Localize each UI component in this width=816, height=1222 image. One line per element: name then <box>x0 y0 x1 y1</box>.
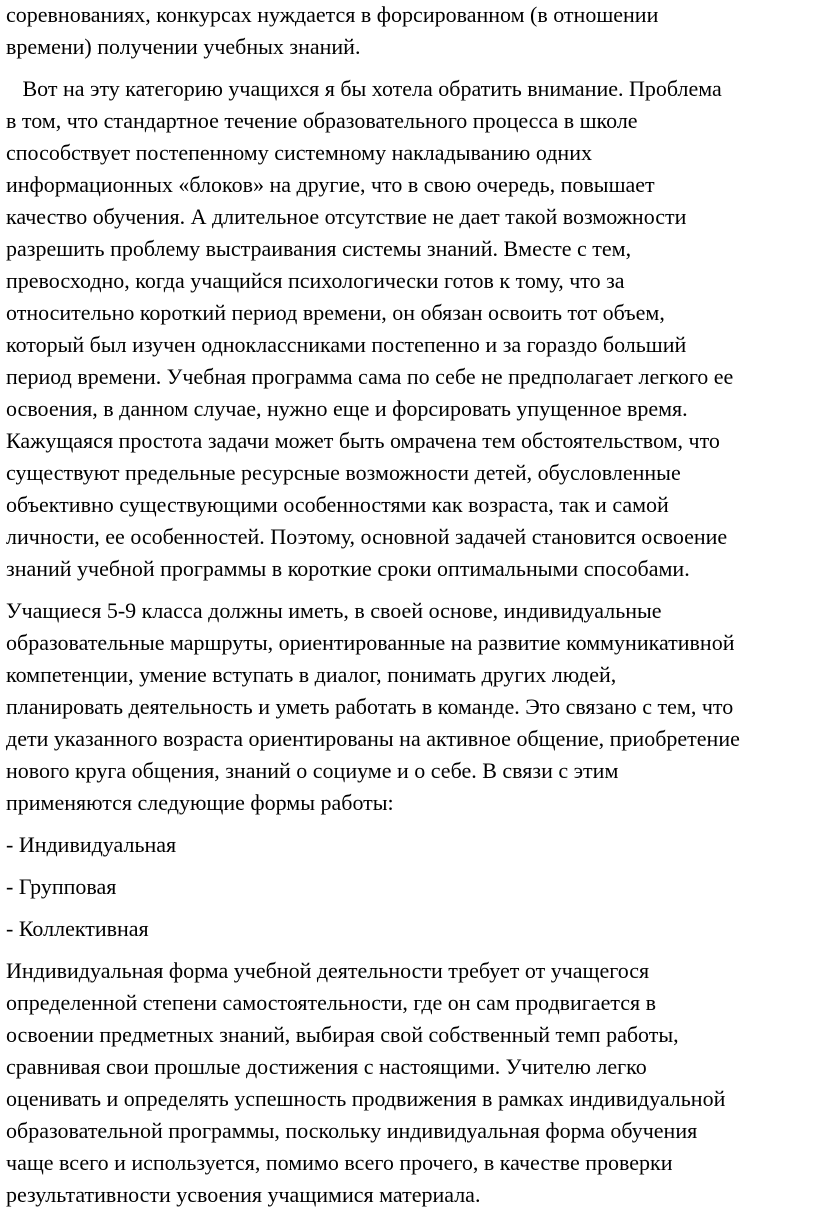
text-line: чаще всего и используется, помимо всего прочего, в качестве проверки <box>6 1150 673 1175</box>
text-line: Кажущаяся простота задачи может быть омрачена тем обстоятельством, что <box>6 428 720 453</box>
text-line: который был изучен одноклассниками постепенно и за гораздо больший <box>6 332 687 357</box>
text-line: Учащиеся 5-9 класса должны иметь, в своей основе, индивидуальные <box>6 598 662 623</box>
text-line: определенной степени самостоятельности, где он сам продвигается в <box>6 990 656 1015</box>
text-line: дети указанного возраста ориентированы на активное общение, приобретение <box>6 726 740 751</box>
text-line: применяются следующие формы работы: <box>6 790 394 815</box>
text-line: Индивидуальная форма учебной деятельности требует от учащегося <box>6 958 650 983</box>
list-item: - Групповая <box>6 874 117 899</box>
text-line: разрешить проблему выстраивания системы знаний. Вместе с тем, <box>6 236 632 261</box>
text-line: образовательные маршруты, ориентированные на развитие коммуникативной <box>6 630 735 655</box>
text-line: качество обучения. А длительное отсутствие не дает такой возможности <box>6 204 687 229</box>
text-line: нового круга общения, знаний о социуме и о себе. В связи с этим <box>6 758 619 783</box>
text-line: способствует постепенному системному накладыванию одних <box>6 140 592 165</box>
text-line: образовательной программы, поскольку индивидуальная форма обучения <box>6 1118 698 1143</box>
text-line: относительно короткий период времени, он обязан освоить тот объем, <box>6 300 665 325</box>
text-line: планировать деятельность и уметь работать в команде. Это связано с тем, что <box>6 694 734 719</box>
text-line: результативности усвоения учащимися материала. <box>6 1182 481 1207</box>
text-line: период времени. Учебная программа сама по себе не предполагает легкого ее <box>6 364 734 389</box>
text-line: информационных «блоков» на другие, что в свою очередь, повышает <box>6 172 655 197</box>
text-line: сравнивая свои прошлые достижения с настоящими. Учителю легко <box>6 1054 647 1079</box>
text-line: превосходно, когда учащийся психологически готов к тому, что за <box>6 268 625 293</box>
list-item: - Индивидуальная <box>6 832 177 857</box>
text-line: в том, что стандартное течение образовательного процесса в школе <box>6 108 638 133</box>
text-line: Вот на эту категорию учащихся я бы хотела обратить внимание. Проблема <box>6 76 722 101</box>
text-line: знаний учебной программы в короткие сроки оптимальными способами. <box>6 556 690 581</box>
text-line: оценивать и определять успешность продвижения в рамках индивидуальной <box>6 1086 726 1111</box>
text-line: личности, ее особенностей. Поэтому, основной задачей становится освоение <box>6 524 728 549</box>
text-line: соревнованиях, конкурсах нуждается в форсированном (в отношении <box>6 2 659 27</box>
text-line: объективно существующими особенностями как возраста, так и самой <box>6 492 669 517</box>
text-line: компетенции, умение вступать в диалог, понимать других людей, <box>6 662 617 687</box>
text-line: освоения, в данном случае, нужно еще и форсировать упущенное время. <box>6 396 688 421</box>
text-line: освоении предметных знаний, выбирая свой собственный темп работы, <box>6 1022 679 1047</box>
list-item: - Коллективная <box>6 916 149 941</box>
text-line: существуют предельные ресурсные возможности детей, обусловленные <box>6 460 681 485</box>
text-line: времени) получении учебных знаний. <box>6 34 361 59</box>
